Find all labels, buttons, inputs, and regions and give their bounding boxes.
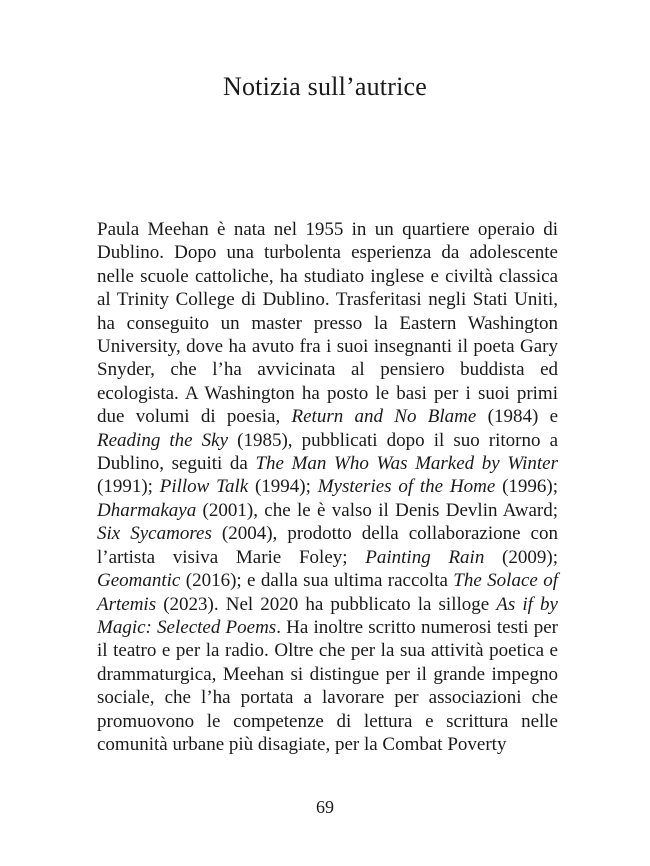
bio-text: . Ha inoltre scritto numerosi testi per il teatro e per la radio. Oltre che per la sua attività poetica e drammaturgica, Meehan si distingue per il grande impegno sociale, che l’ha portata a lavorare per associazioni che promuovono le competenze di lettura e scrittura nelle comunità urbane più disagiate, per la Combat Poverty — [97, 616, 558, 755]
bio-text: (2023). Nel 2020 ha pubblicato la silloge — [156, 593, 497, 615]
bio-text: (1994); — [248, 476, 318, 498]
bio-text: (2001), che le è valso il Denis Devlin Award; — [196, 499, 558, 521]
book-title-pillow-talk: Pillow Talk — [159, 476, 249, 498]
bio-text: Paula Meehan è nata nel 1955 in un quartiere operaio di Dublino. Dopo una turbolenta esperienza da adolescente nelle scuole cattoliche, ha studiato inglese e civiltà classica al Trinity College di Dublino. Trasferitasi negli Stati Uniti, ha conseguito un master presso la Eastern Washington University, dove ha avuto fra i suoi insegnanti il poeta Gary Snyder, che l’ha avvicinata al pensiero buddista ed ecologista. A Washington ha posto le basi per i suoi primi due volumi di poesia, — [97, 219, 558, 428]
book-title-the-man-who-was-marked-by-winter: The Man Who Was Marked by Winter — [255, 453, 558, 475]
bio-text: (2016); e dalla sua ultima raccolta — [180, 570, 454, 592]
bio-text: (1991); — [97, 476, 160, 498]
bio-text: (1996); — [495, 476, 559, 498]
author-bio-paragraph — [97, 218, 558, 756]
book-title-reading-the-sky: Reading the Sky — [97, 429, 229, 451]
bio-text: (2004), prodotto della collaborazione con l’artista visiva Marie Foley; — [97, 523, 558, 568]
bio-text: (1985), pubblicati dopo il suo ritorno a Dublino, seguiti da — [97, 429, 559, 475]
book-title-mysteries-of-the-home: Mysteries of the Home — [317, 476, 496, 498]
book-title-painting-rain: Painting Rain — [365, 546, 485, 568]
book-title-the-solace-of-artemis: The Solace of Artemis — [97, 570, 558, 615]
book-title-six-sycamores: Six Sycamores — [97, 523, 212, 545]
book-title-geomantic: Geomantic — [97, 570, 181, 592]
bio-text: (1984) e — [476, 406, 558, 428]
book-title-return-and-no-blame: Return and No Blame — [291, 406, 477, 428]
book-title-as-if-by-magic: As if by Magic: Selected Poems — [97, 593, 558, 638]
page-number: 69 — [316, 797, 334, 817]
book-title-dharmakaya: Dharmakaya — [97, 499, 197, 521]
page-title: Notizia sull’autrice — [223, 72, 427, 101]
bio-text: (2009); — [484, 546, 558, 568]
